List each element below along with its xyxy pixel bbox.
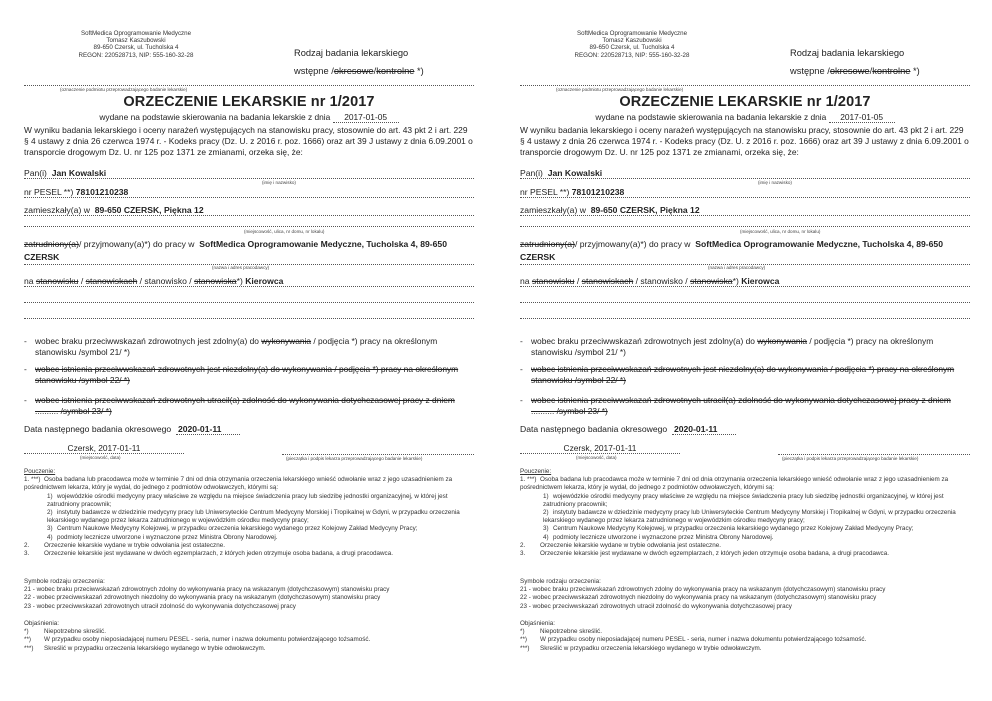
address-caption: (miejscowość, ulica, nr domu, nr lokalu)	[244, 229, 325, 234]
company-header	[562, 30, 702, 59]
blank-line-2	[24, 318, 474, 319]
status-unfit: - wobec istnienia przeciwwskazań zdrowotnych jest niezdolny(a) do wykonywania / podjęcia *) pracy na określonym stanowisku /symbol 22/ *)	[520, 364, 955, 385]
exam-type-options: wstępne /okresowe/kontrolne *)	[790, 66, 920, 76]
address-extra-line	[520, 226, 970, 227]
person-name: Jan Kowalski	[547, 168, 603, 178]
status-fit: - wobec braku przeciwwskazań zdrowotnych jest zdolny(a) do wykonywania / podjęcia *) pracy na określonym stanowisku /symbol 21/ *)	[520, 336, 934, 357]
referral-date: 2017-01-05	[829, 112, 895, 123]
person-name-row: Pan(i) Jan Kowalski	[24, 168, 474, 179]
status-unfit: - wobec istnienia przeciwwskazań zdrowotnych jest niezdolny(a) do wykonywania / podjęcia *) pracy na określonym stanowisku /symbol 22/ *)	[24, 364, 459, 385]
certificate-copy-right	[496, 0, 992, 701]
employer-caption: (nazwa i adres pracodawcy)	[708, 265, 766, 270]
address-row: zamieszkały(a) w 89-650 CZERSK, Piękna 12	[24, 205, 474, 216]
document-title: ORZECZENIE LEKARSKIE nr 1/2017	[123, 94, 375, 110]
position-value: Kierowca	[245, 276, 284, 286]
signature-caption: (pieczątka i podpis lekarza przeprowadzającego badanie lekarskie)	[782, 456, 919, 461]
person-name: Jan Kowalski	[51, 168, 107, 178]
issued-line: wydane na podstawie skierowania na badania lekarskie z dnia 2017-01-05	[24, 112, 474, 123]
company-owner: Tomasz Kaszubowski	[106, 37, 166, 45]
address-value: 89-650 CZERSK, Piękna 12	[94, 205, 204, 215]
employer-name: SoftMedica Oprogramowanie Medyczne, Tucholska 4, 89-650 CZERSK	[24, 239, 447, 262]
referral-date: 2017-01-05	[333, 112, 399, 123]
position-row: na stanowisku / stanowiskach / stanowisko / stanowiska*) Kierowca	[24, 276, 474, 287]
exam-type-options: wstępne /okresowe/kontrolne *)	[294, 66, 424, 76]
legal-basis-text: W wyniku badania lekarskiego i oceny narażeń występujących na stanowisku pracy, stosownie do art. 43 pkt 2 i art. 229 § 4 ustawy z dnia 26 czerwca 1974 r. - Kodeks pracy (Dz. U. z 2016 r. poz. 1666) oraz art 39 J ustawy z dnia 6.09.2001 o transporcie drogowym Dz. U. nr 125 poz 1371 ze zmianami, orzeka się, że:	[24, 125, 473, 157]
position-value: Kierowca	[741, 276, 780, 286]
explanations: Objaśnienia: *) Niepotrzebne skreślić. **) W przypadku osoby nieposiadającej numeru PESEL - seria, numer i nazwa dokumentu potwierdzającego tożsamość. ***) Skreślić w przypadku orzeczenia lekarskiego wydanego w trybie odwoławczym.	[24, 620, 371, 652]
person-name-caption: (imię i nazwisko)	[758, 180, 792, 185]
blank-line-1	[520, 302, 970, 303]
company-name: SoftMedica Oprogramowanie Medyczne	[80, 30, 192, 37]
entity-stamp-line	[24, 85, 474, 86]
explanations: Objaśnienia: *) Niepotrzebne skreślić. **) W przypadku osoby nieposiadającej numeru PESEL - seria, numer i nazwa dokumentu potwierdzającego tożsamość. ***) Skreślić w przypadku orzeczenia lekarskiego wydanego w trybie odwoławczym.	[520, 620, 867, 652]
instructions: Pouczenie: 1. ***) Osoba badana lub pracodawca może w terminie 7 dni od dnia otrzymania orzeczenia lekarskiego wnieść odwołanie wraz z jego uzasadnieniem za pośrednictwem lekarza, który je wydał, do jednego z podmiotów odwoławczych, którymi są: 1) wojewódzkie ośrodki medycyny pracy właściwe ze względu na miejsce świadczenia pracy lub siedzibę jednostki organizacyjnej, w której jest zatrudniony pracownik; 2) instytuty badawcze w dziedzinie medycyny pracy lub Uniwersyteckie Centrum Medycyny Morskiej i Tropikalnej w Gdyni, w przypadku orzeczenia lekarskiego wydanego przez lekarza zatrudnionego w wojewódzkim ośrodku medycyny pracy; 3) Centrum Naukowe Medycyny Kolejowej, w przypadku orzeczenia lekarskiego wydanego przez Kolejowy Zakład Medycyny Pracy; 4) podmioty lecznicze utworzone i wyznaczone przez Ministra Obrony Narodowej. 2. Orzeczenie lekarskie wydane w trybie odwołania jest ostateczne. 3. Orzeczenie lekarskie jest wydawane w dwóch egzemplarzach, z których jeden otrzymuje osoba badana, a drugi pracodawca.	[24, 468, 460, 558]
position-row: na stanowisku / stanowiskach / stanowisko / stanowiska*) Kierowca	[520, 276, 970, 287]
verdict-symbols: Symbole rodzaju orzeczenia: 21 - wobec braku przeciwwskazań zdrowotnych zdolny do wykonywania pracy na wskazanym (dotychczasowym) stanowisku pracy 22 - wobec przeciwwskazań zdrowotnych niezdolny do wykonywania pracy na wskazanym (dotychczasowym) stanowisku pracy 23 - wobec przeciwwskazań zdrowotnych utracił zdolność do wykonywania dotychczasowej pracy	[520, 578, 886, 610]
next-exam-date: 2020-01-11	[672, 424, 736, 435]
person-name-row: Pan(i) Jan Kowalski	[520, 168, 970, 179]
place-date-caption: (miejscowość, data)	[80, 455, 121, 460]
employer-row: zatrudniony(a)/ przyjmowany(a)*) do pracy w SoftMedica Oprogramowanie Medyczne, Tucholska 4, 89-650 CZERSK	[24, 238, 474, 265]
address-value: 89-650 CZERSK, Piękna 12	[590, 205, 700, 215]
address-extra-line	[24, 226, 474, 227]
status-fit: - wobec braku przeciwwskazań zdrowotnych jest zdolny(a) do wykonywania / podjęcia *) pracy na określonym stanowisku /symbol 21/ *)	[24, 336, 438, 357]
next-exam-date: 2020-01-11	[176, 424, 240, 435]
signature-line	[282, 454, 474, 455]
employer-name: SoftMedica Oprogramowanie Medyczne, Tucholska 4, 89-650 CZERSK	[520, 239, 943, 262]
company-header	[66, 30, 206, 59]
instructions: Pouczenie: 1. ***) Osoba badana lub pracodawca może w terminie 7 dni od dnia otrzymania orzeczenia lekarskiego wnieść odwołanie wraz z jego uzasadnieniem za pośrednictwem lekarza, który je wydał, do jednego z podmiotów odwoławczych, którymi są: 1) wojewódzkie ośrodki medycyny pracy właściwe ze względu na miejsce świadczenia pracy lub siedzibę jednostki organizacyjnej, w której jest zatrudniony pracownik; 2) instytuty badawcze w dziedzinie medycyny pracy lub Uniwersyteckie Centrum Medycyny Morskiej i Tropikalnej w Gdyni, w przypadku orzeczenia lekarskiego wydanego przez lekarza zatrudnionego w wojewódzkim ośrodku medycyny pracy; 3) Centrum Naukowe Medycyny Kolejowej, w przypadku orzeczenia lekarskiego wydanego przez Kolejowy Zakład Medycyny Pracy; 4) podmioty lecznicze utworzone i wyznaczone przez Ministra Obrony Narodowej. 2. Orzeczenie lekarskie wydane w trybie odwołania jest ostateczne. 3. Orzeczenie lekarskie jest wydawane w dwóch egzemplarzach, z których jeden otrzymuje osoba badana, a drugi pracodawca.	[520, 468, 956, 558]
company-ids: REGON: 220528713, NIP: 555-160-32-28	[78, 51, 194, 59]
exam-type-label: Rodzaj badania lekarskiego	[294, 48, 409, 58]
company-name: SoftMedica Oprogramowanie Medyczne	[576, 30, 688, 37]
blank-line-1	[24, 302, 474, 303]
address-caption: (miejscowość, ulica, nr domu, nr lokalu)	[740, 229, 821, 234]
signature-line	[778, 454, 970, 455]
entity-caption: (oznaczenie podmiotu przeprowadzającego badanie lekarskie)	[60, 87, 188, 92]
legal-basis-text: W wyniku badania lekarskiego i oceny narażeń występujących na stanowisku pracy, stosownie do art. 43 pkt 2 i art. 229 § 4 ustawy z dnia 26 czerwca 1974 r. - Kodeks pracy (Dz. U. z 2016 r. poz. 1666) oraz art 39 J ustawy z dnia 6.09.2001 o transporcie drogowym Dz. U. nr 125 poz 1371 ze zmianami, orzeka się, że:	[520, 125, 969, 157]
verdict-symbols: Symbole rodzaju orzeczenia: 21 - wobec braku przeciwwskazań zdrowotnych zdolny do wykonywania pracy na wskazanym (dotychczasowym) stanowisku pracy 22 - wobec przeciwwskazań zdrowotnych niezdolny do wykonywania pracy na wskazanym (dotychczasowym) stanowisku pracy 23 - wobec przeciwwskazań zdrowotnych utracił zdolność do wykonywania dotychczasowej pracy	[24, 578, 390, 610]
signature-caption: (pieczątka i podpis lekarza przeprowadzającego badanie lekarskie)	[286, 456, 423, 461]
company-ids: REGON: 220528713, NIP: 555-160-32-28	[574, 51, 690, 59]
entity-stamp-line	[520, 85, 970, 86]
pesel-value: 78101210238	[75, 187, 129, 197]
person-name-caption: (imię i nazwisko)	[262, 180, 296, 185]
status-lost-capacity: - wobec istnienia przeciwwskazań zdrowotnych utracił(a) zdolność do wykonywania dotychczasowej pracy z dniem .......... /symbol 23/ *)	[24, 395, 455, 416]
company-address: 89-650 Czersk, ul. Tucholska 4	[589, 44, 675, 52]
blank-line-2	[520, 318, 970, 319]
status-lost-capacity: - wobec istnienia przeciwwskazań zdrowotnych utracił(a) zdolność do wykonywania dotychczasowej pracy z dniem .......... /symbol 23/ *)	[520, 395, 951, 416]
pesel-row: nr PESEL **) 78101210238	[520, 187, 970, 198]
place-date-caption: (miejscowość, data)	[576, 455, 617, 460]
document-title: ORZECZENIE LEKARSKIE nr 1/2017	[619, 94, 871, 110]
company-owner: Tomasz Kaszubowski	[602, 37, 662, 45]
employer-row: zatrudniony(a)/ przyjmowany(a)*) do pracy w SoftMedica Oprogramowanie Medyczne, Tucholska 4, 89-650 CZERSK	[520, 238, 970, 265]
entity-caption: (oznaczenie podmiotu przeprowadzającego badanie lekarskie)	[556, 87, 684, 92]
place-date: Czersk, 2017-01-11	[520, 443, 680, 454]
employer-caption: (nazwa i adres pracodawcy)	[212, 265, 270, 270]
issued-line: wydane na podstawie skierowania na badania lekarskie z dnia 2017-01-05	[520, 112, 970, 123]
next-exam: Data następnego badania okresowego 2020-01-11	[520, 424, 736, 435]
company-address: 89-650 Czersk, ul. Tucholska 4	[93, 44, 179, 52]
pesel-value: 78101210238	[571, 187, 625, 197]
exam-type-label: Rodzaj badania lekarskiego	[790, 48, 905, 58]
address-row: zamieszkały(a) w 89-650 CZERSK, Piękna 12	[520, 205, 970, 216]
next-exam: Data następnego badania okresowego 2020-01-11	[24, 424, 240, 435]
place-date: Czersk, 2017-01-11	[24, 443, 184, 454]
pesel-row: nr PESEL **) 78101210238	[24, 187, 474, 198]
